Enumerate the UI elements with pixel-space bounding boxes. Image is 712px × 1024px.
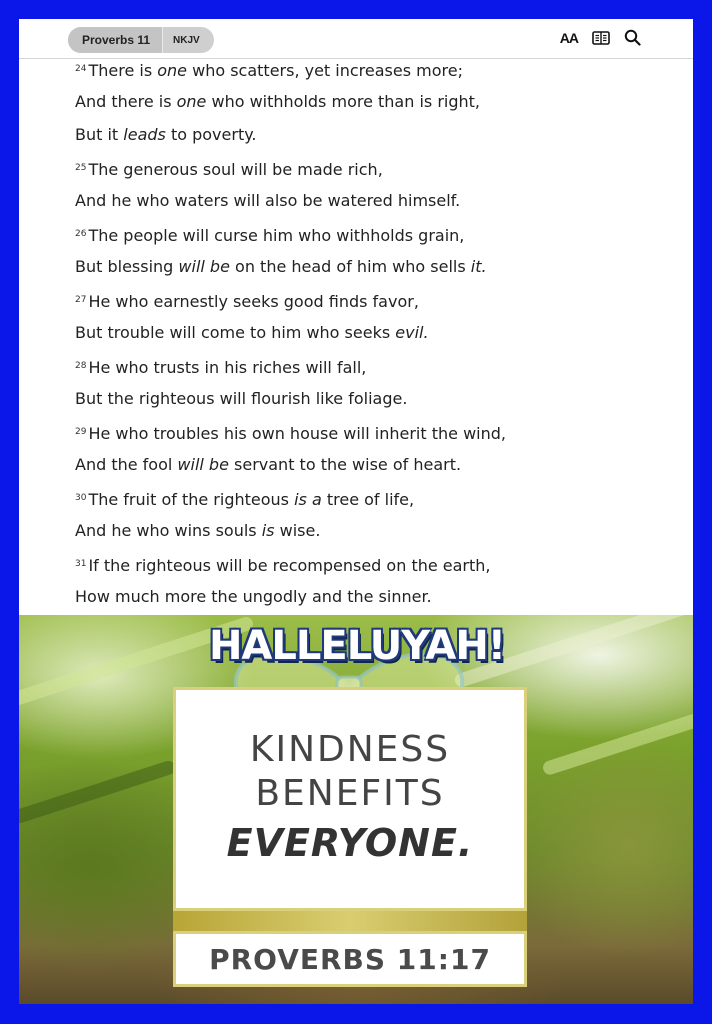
verse-italic-text: one — [176, 92, 207, 111]
verse-number: 29 — [75, 427, 87, 437]
verse-line[interactable] — [75, 522, 675, 555]
verse-number: 24 — [75, 64, 87, 74]
verse-line[interactable] — [75, 357, 675, 390]
verse-line[interactable] — [75, 555, 675, 588]
verse-line[interactable] — [75, 291, 675, 324]
verse-line[interactable] — [75, 390, 675, 423]
verse-italic-text: is a — [294, 490, 322, 509]
verse-text: But the righteous will flourish like foliage. — [75, 389, 408, 408]
reference-box — [173, 931, 527, 987]
verse-text: And he who waters will also be watered himself. — [75, 191, 461, 210]
quote-card — [173, 687, 527, 911]
verse-line[interactable] — [75, 324, 675, 357]
verse-line[interactable] — [75, 225, 675, 258]
verse-italic-text: will be — [178, 257, 230, 276]
verse-text: to poverty. — [165, 125, 257, 144]
verse-line[interactable] — [75, 93, 675, 126]
book-chapter-button[interactable]: Proverbs 11 — [68, 27, 163, 53]
reader-frame — [19, 19, 693, 1004]
verse-text: But blessing — [75, 257, 179, 276]
verse-line[interactable] — [75, 258, 675, 291]
verse-text: on the head of him who sells — [229, 257, 471, 276]
verse-number: 27 — [75, 295, 87, 305]
verse-text: wise. — [274, 521, 321, 540]
verse-text: How much more the ungodly and the sinner. — [75, 587, 432, 606]
verse-line[interactable] — [75, 456, 675, 489]
image-heading: HALLELUYAH! — [208, 623, 506, 669]
verse-line[interactable] — [75, 423, 675, 456]
verse-text: servant to the wise of heart. — [228, 455, 462, 474]
quote-line-1: KINDNESS — [249, 729, 451, 770]
verse-italic-text: leads — [123, 125, 166, 144]
verse-text: The fruit of the righteous — [88, 490, 295, 509]
verse-text: The generous soul will be made rich, — [88, 160, 383, 179]
verse-text: And there is — [75, 92, 177, 111]
text-size-icon[interactable]: AA — [559, 29, 578, 46]
verse-text: And he who wins souls — [75, 521, 262, 540]
toolbar-icons — [560, 29, 641, 46]
verse-italic-text: one — [157, 61, 188, 80]
verse-text: who scatters, yet increases more; — [187, 61, 463, 80]
verse-line[interactable] — [75, 192, 675, 225]
verse-text: If the righteous will be recompensed on the earth, — [88, 556, 491, 575]
verse-number: 28 — [75, 361, 87, 371]
verse-number: 26 — [75, 229, 87, 239]
verse-number: 30 — [75, 493, 87, 503]
passage-selector — [68, 27, 214, 53]
verse-line[interactable] — [75, 60, 675, 93]
verse-line[interactable] — [75, 489, 675, 522]
quote-line-3: EVERYONE. — [226, 821, 474, 865]
verse-text: And the fool — [75, 455, 178, 474]
reader-toolbar — [19, 19, 693, 59]
verse-text: He who earnestly seeks good finds favor, — [88, 292, 419, 311]
verse-italic-text: evil. — [395, 323, 429, 342]
verse-italic-text: is — [261, 521, 275, 540]
verse-italic-text: it. — [470, 257, 487, 276]
verse-text: The people will curse him who withholds grain, — [88, 226, 465, 245]
verse-text: But trouble will come to him who seeks — [75, 323, 396, 342]
verse-text: tree of life, — [321, 490, 415, 509]
devotional-image — [19, 615, 693, 1004]
verse-text: He who trusts in his riches will fall, — [88, 358, 367, 377]
chapter-text — [75, 60, 675, 621]
verse-italic-text: will be — [177, 455, 229, 474]
verse-number: 31 — [75, 559, 87, 569]
verse-text: There is — [88, 61, 158, 80]
version-button[interactable]: NKJV — [173, 34, 200, 46]
reader-view-icon[interactable] — [592, 31, 610, 45]
verse-line[interactable] — [75, 126, 675, 159]
quote-line-2: BENEFITS — [255, 773, 445, 814]
verse-text: But it — [75, 125, 124, 144]
verse-text: who withholds more than is right, — [206, 92, 480, 111]
verse-text: He who troubles his own house will inherit the wind, — [88, 424, 506, 443]
search-icon[interactable] — [624, 29, 641, 46]
verse-reference: PROVERBS 11:17 — [209, 942, 491, 976]
verse-line[interactable] — [75, 159, 675, 192]
verse-number: 25 — [75, 163, 87, 173]
